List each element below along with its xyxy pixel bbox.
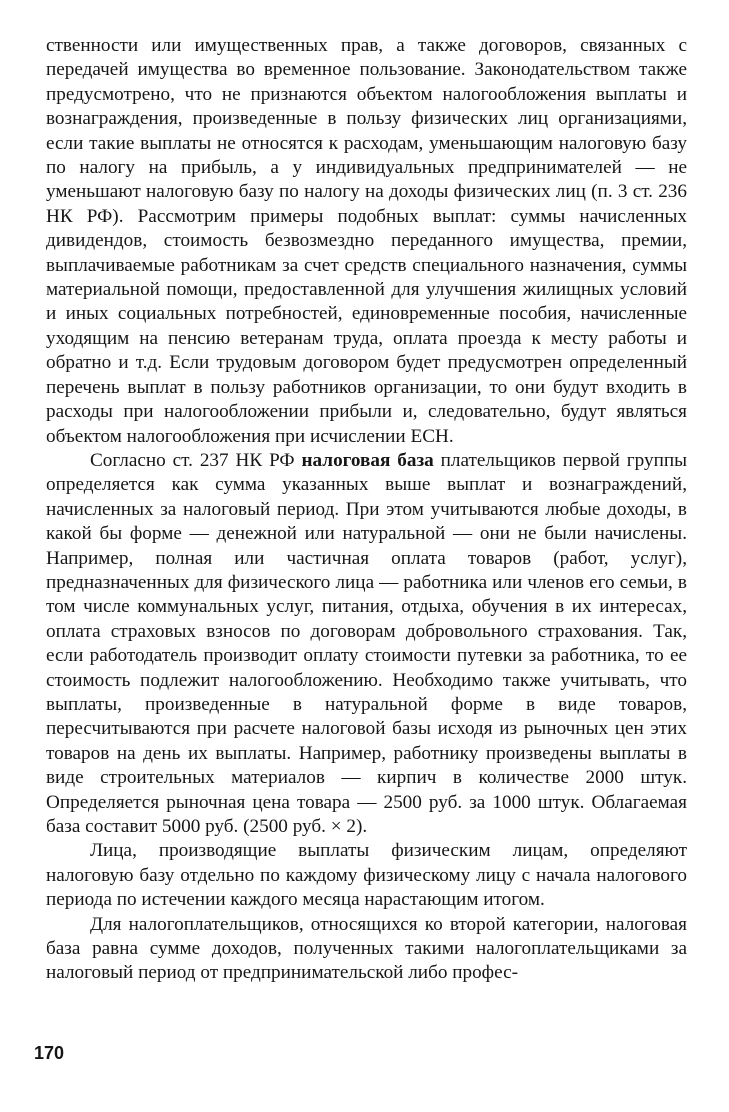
page-number: 170 [34,1043,65,1063]
paragraph-2 [46,449,687,840]
page-body [46,34,687,986]
paragraph-1: ственности или имущественных прав, а также договоров, связанных с передачей имущества во временное пользование. Законодательством также предусмотрено, что не признаются объектом налогообложения выплаты и вознаграждения, произведенные в пользу физических лиц организациями, если такие выплаты не относятся к расходам, уменьшающим налоговую базу по налогу на прибыль, а у индивидуальных предпринимателей — не уменьшают налоговую базу по налогу на доходы физических лиц (п. 3 ст. 236 НК РФ). Рассмотрим примеры подобных выплат: суммы начисленных дивидендов, стоимость безвозмездно переданного имущества, премии, выплачиваемые работникам за счет средств специального назначения, суммы материальной помощи, предоставленной для улучшения жилищных условий и иных социальных потребностей, единовременные пособия, начисленные уходящим на пенсию ветеранам труда, оплата проезда к месту работы и обратно и т.д. Если трудовым договором будет предусмотрен определенный перечень выплат в пользу работников организации, то они будут входить в расходы при налогообложении прибыли и, следовательно, будут являться объектом налогообложения при исчислении ЕСН. [46,35,687,447]
paragraph-3: Лица, производящие выплаты физическим лицам, определяют налоговую базу отдельно по каждому физическому лицу с начала налогового периода по истечении каждого месяца нарастающим итогом. [46,840,687,911]
paragraph-4: Для налогоплательщиков, относящихся ко второй категории, налоговая база равна сумме доходов, полученных такими налогоплательщиками за налоговый период от предпринимательской либо профес- [46,913,687,984]
paragraph-2-lead: Согласно ст. 237 НК РФ [90,449,302,471]
term-tax-base: налоговая база [301,449,434,471]
paragraph-2-rest: плательщиков первой группы определяется как сумма указанных выше выплат и вознаграждений, начисленных за налоговый период. При этом учитываются любые доходы, в какой бы форме — денежной или натуральной — они не были начислены. Например, полная или частичная оплата товаров (работ, услуг), предназначенных для физического лица — работника или членов его семьи, в том числе коммунальных услуг, питания, отдыха, обучения в их интересах, оплата страховых взносов по договорам добровольного страхования. Так, если работодатель производит оплату стоимости путевки за работника, то ее стоимость подлежит налогообложению. Необходимо также учитывать, что выплаты, произведенные в натуральной форме в виде товаров, пересчитываются при расчете налоговой базы исходя из рыночных цен этих товаров на день их выплаты. Например, работнику произведены выплаты в виде строительных материалов — кирпич в количестве 2000 штук. Определяется рыночная цена товара — 2500 руб. за 1000 штук. Облагаемая база составит 5000 руб. (2500 руб. × 2). [46,449,687,837]
